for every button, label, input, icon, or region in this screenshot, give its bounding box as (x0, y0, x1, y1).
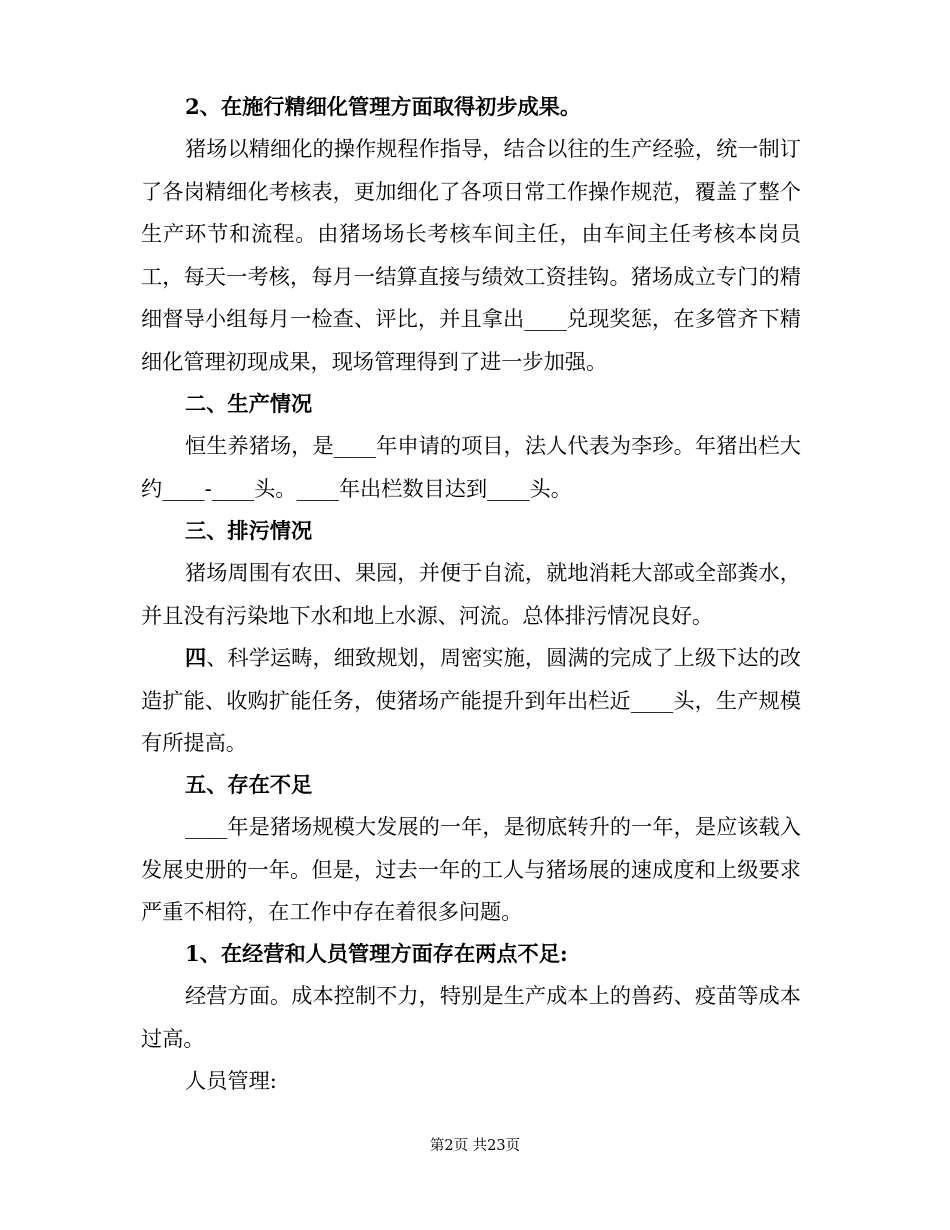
paragraph-planning (141, 637, 801, 765)
heading-text: 二、生产情况 (185, 391, 313, 416)
paragraph-text: 恒生养猪场，是____年申请的项目，法人代表为李珍。年猪出栏大约____-____头。____年出栏数目达到____头。 (141, 433, 801, 501)
section-heading-sewage (141, 510, 801, 553)
section-heading-shortcomings (141, 764, 801, 807)
heading-text: 1、在经营和人员管理方面存在两点不足: (185, 941, 568, 966)
paragraph-shortcomings (141, 806, 801, 934)
paragraph-sewage (141, 552, 801, 637)
section-number: 四 (185, 645, 207, 670)
section-heading-refined-management (141, 86, 801, 129)
paragraph-text: 猪场以精细化的操作规程作指导，结合以往的生产经验，统一制订了各岗精细化考核表，更加细化了各项日常工作操作规范，覆盖了整个生产环节和流程。由猪场场长考核车间主任，由车间主任考核本岗员工，每天一考核，每月一结算直接与绩效工资挂钩。猪场成立专门的精细督导小组每月一检查、评比，并且拿出____兑现奖惩，在多管齐下精细化管理初现成果，现场管理得到了进一步加强。 (141, 136, 801, 374)
paragraph-text: ____年是猪场规模大发展的一年，是彻底转升的一年，是应该载入发展史册的一年。但是，过去一年的工人与猪场展的速成度和上级要求严重不相符，在工作中存在着很多问题。 (141, 814, 801, 924)
paragraph-personnel (141, 1060, 801, 1103)
section-heading-production (141, 383, 801, 426)
paragraph-text: 经营方面。成本控制不力，特别是生产成本上的兽药、疫苗等成本过高。 (141, 983, 801, 1051)
paragraph-refined-management (141, 128, 801, 383)
heading-text: 五、存在不足 (185, 772, 313, 797)
heading-text: 2、在施行精细化管理方面取得初步成果。 (185, 94, 582, 119)
heading-text: 三、排污情况 (185, 518, 313, 543)
page-footer: 第2页 共23页 (429, 1138, 521, 1154)
paragraph-text: 人员管理: (185, 1068, 277, 1093)
paragraph-production (141, 425, 801, 510)
paragraph-operations (141, 975, 801, 1060)
paragraph-text: 、科学运畴，细致规划，周密实施，圆满的完成了上级下达的改造扩能、收购扩能任务，使猪场产能提升到年出栏近____头，生产规模有所提高。 (141, 645, 801, 755)
section-heading-management-shortcomings (141, 933, 801, 976)
paragraph-text: 猪场周围有农田、果园，并便于自流，就地消耗大部或全部粪水，并且没有污染地下水和地上水源、河流。总体排污情况良好。 (141, 560, 801, 628)
